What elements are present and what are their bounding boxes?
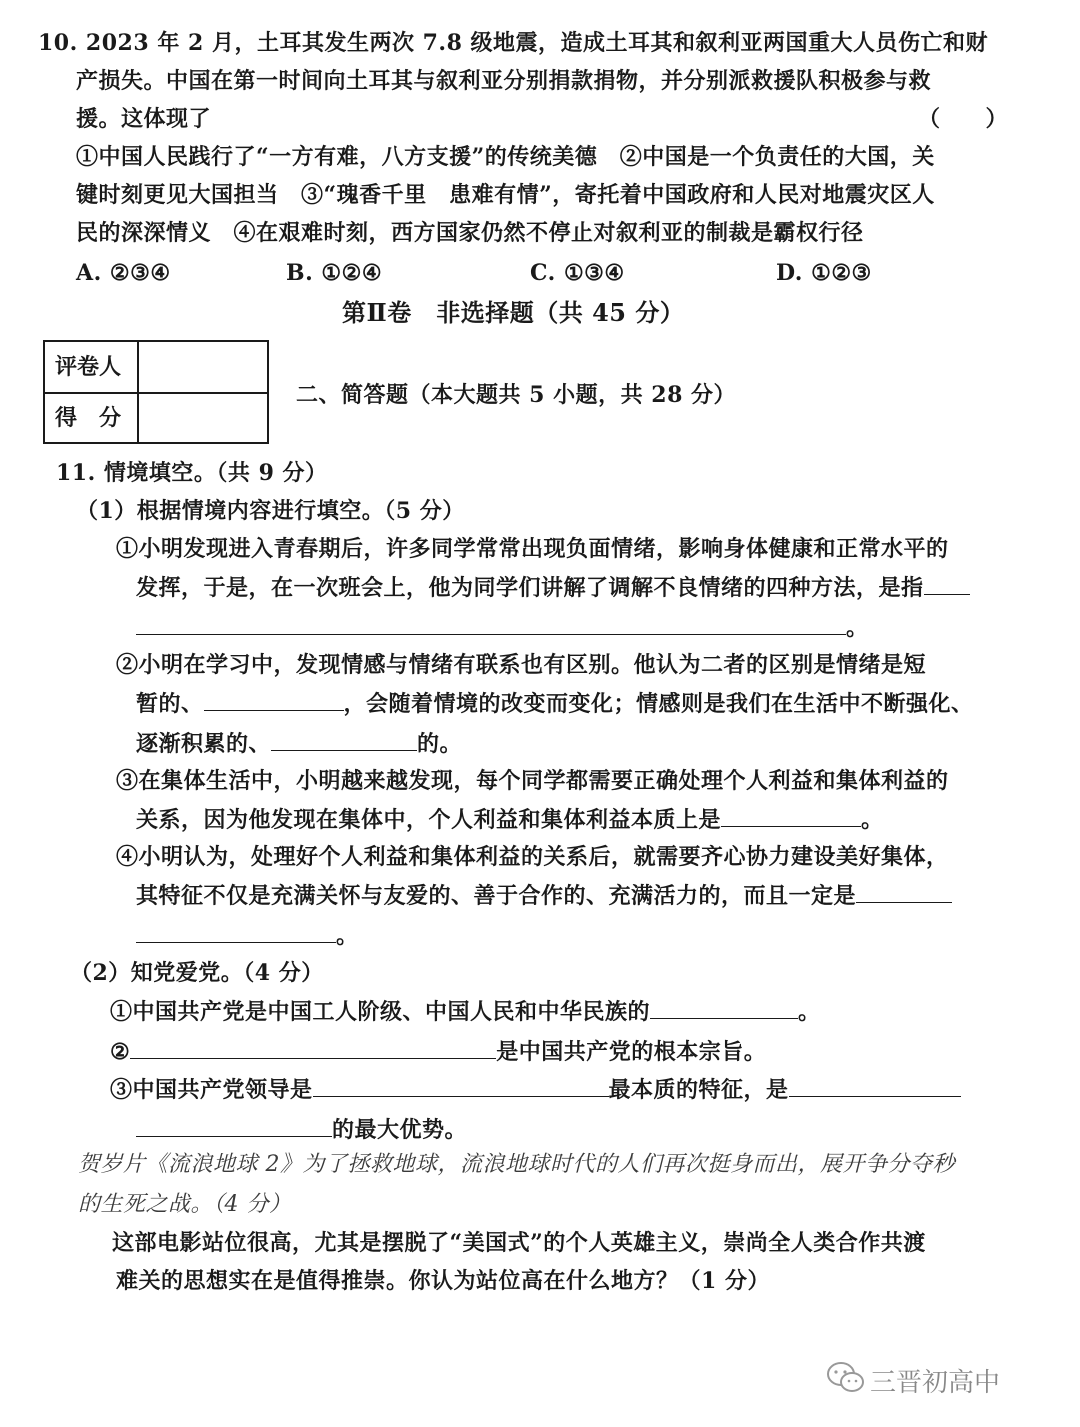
q11-1c-line1: ③在集体生活中，小明越来越发现，每个同学都需要正确处理个人利益和集体利益的 <box>116 768 949 794</box>
q11-1b-line2-text-b: ，会随着情境的改变而变化；情感则是我们在生活中不断强化、 <box>343 691 974 717</box>
q11-1c-end: 。 <box>861 807 884 833</box>
score-table-score-row <box>45 393 267 443</box>
q11-2a-end: 。 <box>798 999 821 1025</box>
q12-line4: 难关的思想实在是值得推崇。你认为站位高在什么地方？（1 分） <box>116 1268 770 1294</box>
q10-line2: 产损失。中国在第一时间向土耳其与叙利亚分别捐款捐物，并分别派救援队积极参与救 <box>76 68 932 94</box>
q11-1b-line2-text-a: 暂的、 <box>136 691 204 717</box>
q10-line3: 援。这体现了 <box>76 106 212 132</box>
q10-choice-a[interactable]: A. ②③④ <box>76 260 171 286</box>
q11-1b-line3 <box>136 728 462 759</box>
q12-line1: 贺岁片《流浪地球 2》为了拯救地球，流浪地球时代的人们再次挺身而出，展开争分夺秒 <box>78 1152 955 1177</box>
q10-option-line1: ①中国人民践行了“一方有难，八方支援”的传统美德 ②中国是一个负责任的大国，关 <box>76 144 935 170</box>
q11-1d-line2-text: 其特征不仅是充满关怀与友爱的、善于合作的、充满活力的，而且一定是 <box>136 883 857 909</box>
watermark-text: 三晋初高中 <box>870 1368 1001 1398</box>
section2-title: 第Ⅱ卷 非选择题（共 45 分） <box>342 298 685 327</box>
q11-2c-line2 <box>136 1114 467 1145</box>
q12-line2: 的生死之战。（4 分） <box>78 1192 292 1217</box>
q11-1d-blank[interactable] <box>136 920 336 943</box>
q10-option-line2: 键时刻更见大国担当 ③“瑰香千里 患难有情”，寄托着中国政府和人民对地震灾区人 <box>76 182 935 208</box>
score-label: 得 分 <box>45 393 139 443</box>
q10-line1: 10. 2023 年 2 月，土耳其发生两次 7.8 级地震，造成土耳其和叙利亚两国重大人员伤亡和财 <box>38 30 989 56</box>
q10-choice-b[interactable]: B. ①②④ <box>286 260 383 286</box>
q11-part2-title: （2）知党爱党。（4 分） <box>70 960 324 986</box>
q11-1b-line2 <box>136 688 974 719</box>
q11-title: 11. 情境填空。（共 9 分） <box>56 460 328 486</box>
q10-choice-d[interactable]: D. ①②③ <box>776 260 872 286</box>
q11-1a-line2-text: 发挥，于是，在一次班会上，他为同学们讲解了调解不良情绪的四种方法，是指 <box>136 575 924 601</box>
short-answer-heading: 二、简答题（本大题共 5 小题，共 28 分） <box>296 382 737 408</box>
q11-1a-line2 <box>136 572 970 603</box>
q11-2c-blank-2[interactable] <box>136 1114 332 1137</box>
q11-1b-blank-2[interactable] <box>271 728 417 751</box>
q11-1c-line2-text: 关系，因为他发现在集体中，个人利益和集体利益本质上是 <box>136 807 722 833</box>
q11-2b-line <box>110 1036 766 1067</box>
q11-1b-line1: ②小明在学习中，发现情感与情绪有联系也有区别。他认为二者的区别是情绪是短 <box>116 652 927 678</box>
q11-1a-blank-start[interactable] <box>924 572 970 595</box>
q11-2a-blank[interactable] <box>650 996 798 1019</box>
q11-1d-line3 <box>136 920 359 951</box>
q10-option-line3: 民的深深情义 ④在艰难时刻，西方国家仍然不停止对叙利亚的制裁是霸权行径 <box>76 220 864 246</box>
score-table-reviewer-row <box>45 342 267 394</box>
q11-1c-line2 <box>136 804 884 835</box>
q11-2c-text-b: 最本质的特征，是 <box>608 1077 789 1103</box>
wechat-logo-icon <box>826 1360 866 1396</box>
q11-1a-line1: ①小明发现进入青春期后，许多同学常常出现负面情绪，影响身体健康和正常水平的 <box>116 536 949 562</box>
q11-2a-text: ①中国共产党是中国工人阶级、中国人民和中华民族的 <box>110 999 651 1025</box>
q10-answer-bracket[interactable]: （ ） <box>918 106 1009 132</box>
q11-1d-blank-start[interactable] <box>856 880 952 903</box>
q11-2c-end: 的最大优势。 <box>332 1117 468 1143</box>
q11-2c-text-a: ③中国共产党领导是 <box>110 1077 313 1103</box>
q11-1d-end: 。 <box>336 923 359 949</box>
q11-1a-blank[interactable] <box>136 612 846 635</box>
q11-part1-title: （1）根据情境内容进行填空。（5 分） <box>76 498 465 524</box>
q11-1d-line1: ④小明认为，处理好个人利益和集体利益的关系后，就需要齐心协力建设美好集体， <box>116 844 949 870</box>
q11-2b-marker: ② <box>110 1039 131 1065</box>
q11-1b-line3-text-a: 逐渐积累的、 <box>136 731 272 757</box>
q11-2c-blank-1[interactable] <box>313 1074 609 1097</box>
q11-2b-blank[interactable] <box>130 1036 496 1059</box>
score-table <box>43 340 269 444</box>
q11-2b-text: 是中国共产党的根本宗旨。 <box>496 1039 767 1065</box>
q11-2c-line <box>110 1074 961 1105</box>
q11-1d-line2 <box>136 880 952 911</box>
q11-1c-blank[interactable] <box>721 804 861 827</box>
q11-1a-end: 。 <box>846 615 869 641</box>
q11-2a-line <box>110 996 821 1027</box>
q12-line3: 这部电影站位很高，尤其是摆脱了“美国式”的个人英雄主义，崇尚全人类合作共渡 <box>112 1230 926 1256</box>
q10-choice-c[interactable]: C. ①③④ <box>530 260 625 286</box>
q11-1b-line3-text-b: 的。 <box>417 731 463 757</box>
q11-2c-blank-2-start[interactable] <box>789 1074 961 1097</box>
reviewer-label: 评卷人 <box>45 342 139 392</box>
q11-1b-blank-1[interactable] <box>204 688 344 711</box>
q11-1a-line3 <box>136 612 869 643</box>
